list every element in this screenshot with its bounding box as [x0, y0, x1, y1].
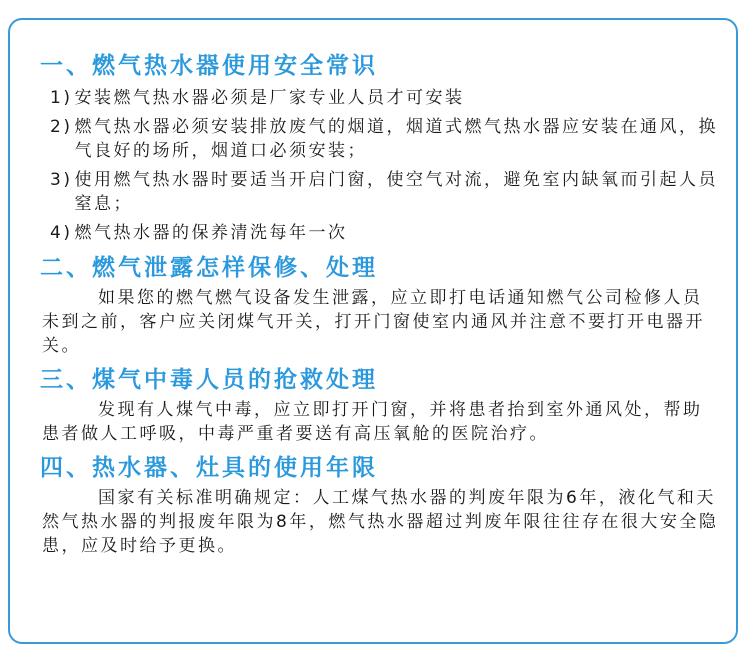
- notice-card: [8, 18, 738, 644]
- list-item-text: 使用燃气热水器时要适当开启门窗，使空气对流，避免室内缺氧而引起人员窒息；: [74, 170, 718, 214]
- section-4-paragraph: 国家有关标准明确规定：人工煤气热水器的判废年限为6年，液化气和天然气热水器的判报废年限为8年，燃气热水器超过判废年限往往存在很大安全隐患，应及时给予更换。: [42, 488, 719, 556]
- list-item-number: 2): [50, 117, 73, 137]
- section-2-paragraph: 如果您的燃气燃气设备发生泄露，应立即打电话通知燃气公司检修人员未到之前，客户应关闭煤气开关，打开门窗使室内通风并注意不要打开电器开关。: [42, 288, 705, 356]
- list-item: [40, 221, 720, 245]
- list-item-text: 燃气热水器的保养清洗每年一次: [74, 223, 348, 243]
- list-item: [40, 86, 720, 110]
- list-item-text: 燃气热水器必须安装排放废气的烟道，烟道式燃气热水器应安装在通风，换气良好的场所，烟道口必须安装；: [74, 117, 718, 161]
- list-item-number: 4): [50, 223, 73, 243]
- section-4-heading: 四、热水器、灶具的使用年限: [40, 455, 378, 481]
- section-2-heading: 二、燃气泄露怎样保修、处理: [40, 255, 378, 281]
- section-3-heading: 三、煤气中毒人员的抢救处理: [40, 367, 378, 393]
- list-item-text: 安装燃气热水器必须是厂家专业人员才可安装: [74, 88, 465, 108]
- list-item-number: 1): [50, 88, 73, 108]
- section-1-heading: 一、燃气热水器使用安全常识: [40, 53, 378, 79]
- notice-content: [40, 48, 720, 562]
- section-3-paragraph: 发现有人煤气中毒，应立即打开门窗，并将患者抬到室外通风处，帮助患者做人工呼吸，中毒严重者要送有高压氧舱的医院治疗。: [42, 400, 703, 444]
- list-item: [40, 168, 720, 216]
- list-item: [40, 115, 720, 163]
- list-item-number: 3): [50, 170, 73, 190]
